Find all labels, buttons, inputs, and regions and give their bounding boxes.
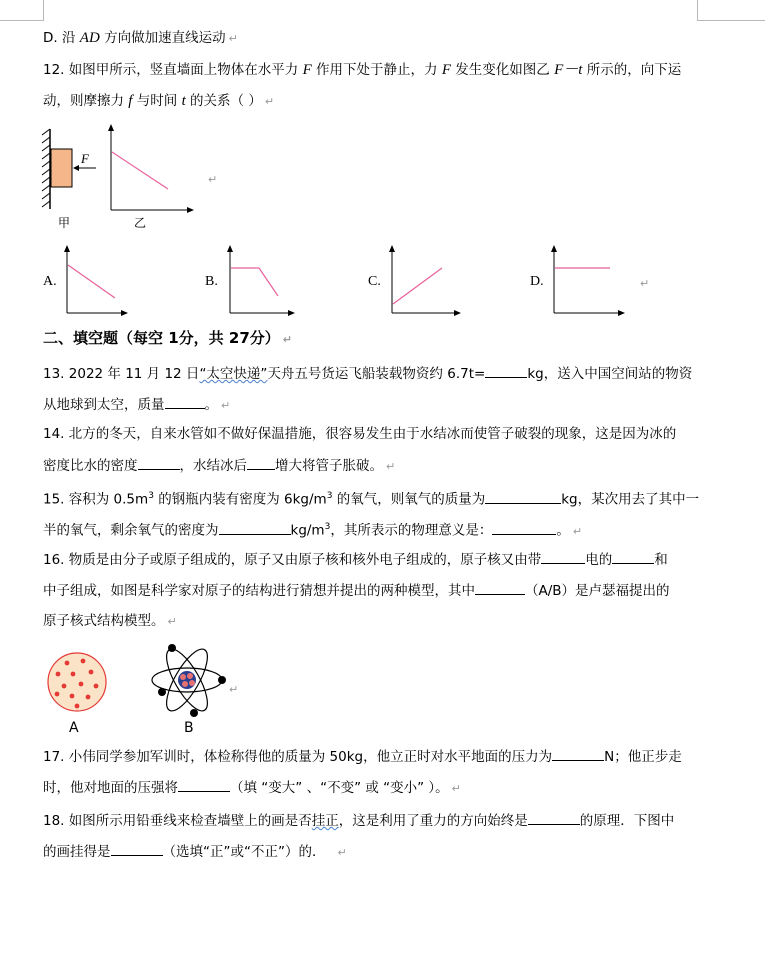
caption-yi: 乙 <box>134 216 147 230</box>
caption-atom-b: B <box>184 720 194 736</box>
figure-jia-block-wall <box>40 125 102 215</box>
q11-option-d: D. 沿 AD 方向做加速直线运动 ↵ <box>43 30 238 46</box>
q13-blank-1[interactable] <box>485 363 527 378</box>
option-a-graph[interactable] <box>61 243 129 319</box>
q17-line2: 时，他对地面的压强将 （填 “变大” 、“不变” 或 “变小” ）。 ↵ <box>43 777 461 799</box>
q16-blank-1[interactable] <box>541 549 585 564</box>
q14-line2: 密度比水的密度 ，水结冰后 增大将管子胀破。 ↵ <box>43 455 395 477</box>
q14-blank-2[interactable] <box>247 455 275 470</box>
option-c-graph[interactable] <box>386 243 462 319</box>
q14-blank-1[interactable] <box>138 455 180 470</box>
block <box>51 149 72 187</box>
option-b-graph[interactable] <box>224 243 296 319</box>
q17-blank-2[interactable] <box>178 777 230 792</box>
q15-blank-3[interactable] <box>492 520 556 535</box>
q18-line1: 18. 如图所示用铅垂线来检查墙壁上的画是否挂正，这是利用了重力的方向始终是 的原理．下图中 <box>43 810 674 831</box>
q17-blank-1[interactable] <box>552 746 604 761</box>
caption-jia: 甲 <box>58 216 71 230</box>
option-d-graph[interactable] <box>548 243 626 319</box>
option-b-label[interactable]: B. <box>205 274 218 289</box>
q18-blank-1[interactable] <box>528 810 580 825</box>
q16-line2: 中子组成，如图是科学家对原子的结构进行猜想并提出的两种模型，其中 （A/B）是卢瑟福提出的 <box>43 580 670 601</box>
q16-line3: 原子核式结构模型。 ↵ <box>43 613 177 629</box>
option-d-label[interactable]: D. <box>530 274 544 289</box>
q15-blank-1[interactable] <box>485 489 561 504</box>
caption-atom-a: A <box>69 720 79 736</box>
page-corner-right <box>697 0 765 21</box>
page-corner-left <box>0 0 44 21</box>
atom-model-b-nuclear <box>150 640 226 720</box>
q15-line1: 15. 容积为 $0.5m^3$ 的钢瓶内装有密度为 $6kg/m^3$ 的氧气，则氧气的质量为 kg，某次用去了其中一 <box>43 486 699 510</box>
q16-blank-2[interactable] <box>612 549 654 564</box>
q14-line1: 14. 北方的冬天，自来水管如不做好保温措施，很容易发生由于水结冰而使管子破裂的现象，这是因为冰的 <box>43 426 677 442</box>
force-label: F <box>81 151 89 166</box>
q12-stem-line1: 12. 如图甲所示，竖直墙面上物体在水平力 F 作用下处于静止，力 F 发生变化如图乙 F－t 所示的，向下运 <box>43 62 682 78</box>
q18-blank-2[interactable] <box>111 841 163 856</box>
figure-yi-graph <box>104 122 196 217</box>
q16-blank-3[interactable] <box>475 580 525 595</box>
atom-model-a-plum-pudding <box>45 650 109 714</box>
q13-line1: 13. 2022 年 11 月 12 日“太空快递”天舟五号货运飞船装载物资约 6.7t= kg，送入中国空间站的物资 <box>43 363 692 384</box>
section-heading: 二、填空题（每空 1分，共 27分） ↵ <box>43 329 292 347</box>
q15-line2: 半的氧气，剩余氧气的密度为 $kg/m^3$，其所表示的物理意义是： 。 ↵ <box>43 517 582 542</box>
q13-blank-2[interactable] <box>165 394 205 409</box>
q18-line2: 的画挂得是 （选填“正”或“不正”）的． ↵ <box>43 841 347 863</box>
q15-blank-2[interactable] <box>219 520 291 535</box>
q13-line2: 从地球到太空，质量 。 ↵ <box>43 394 230 416</box>
q17-line1: 17. 小伟同学参加军训时，体检称得他的质量为 50kg，他立正时对水平地面的压力为 N；他正步走 <box>43 746 682 767</box>
option-c-label[interactable]: C. <box>368 274 381 289</box>
option-a-label[interactable]: A. <box>43 274 57 289</box>
q16-line1: 16. 物质是由分子或原子组成的，原子又由原子核和核外电子组成的，原子核又由带 电的 和 <box>43 549 668 570</box>
q12-stem-line2: 动，则摩擦力 f 与时间 t 的关系（ ） ↵ <box>43 93 275 109</box>
